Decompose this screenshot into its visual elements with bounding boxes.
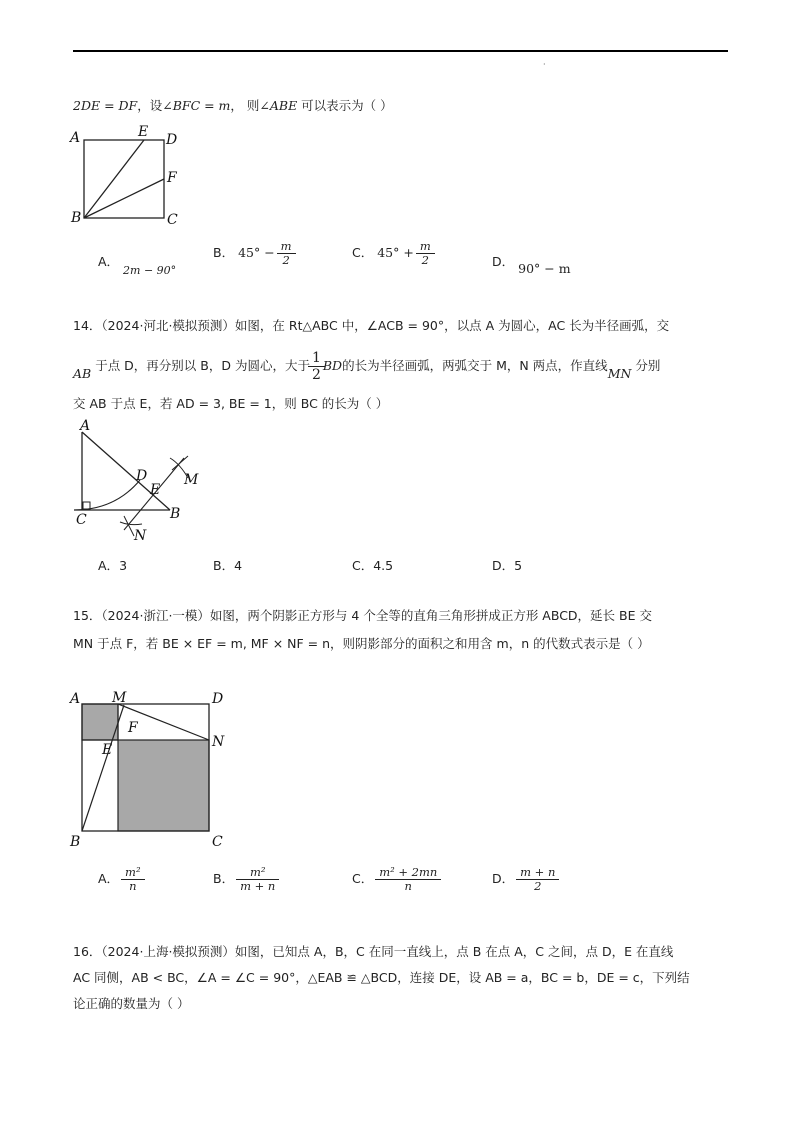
q14-stem-line2: AB 于点 D，再分别以 B，D 为圆心，大于 $\frac{1}{2}$ BD的长为半径画弧，两弧交于 M，N 两点，作直线MN 分别 [73, 350, 661, 384]
q15-label-a: A [70, 691, 81, 707]
q13-label-f: F [167, 170, 177, 186]
q13-option-d-expr: 90° − m [518, 261, 571, 276]
q13-question: 可以表示为（ ） [297, 98, 393, 113]
q13-option-b[interactable]: B． 45° − $\frac{m}{2}$ [213, 240, 294, 267]
q15-label-f: F [128, 720, 138, 736]
q13-label-e: E [138, 124, 149, 140]
header-rule [73, 50, 728, 52]
q13-option-b-frac: $\frac{m}{2}$ [279, 240, 294, 267]
q13-line-be [84, 140, 144, 218]
q14-arc [74, 480, 140, 510]
q14-stem-line1: 14．（2024·河北·模拟预测）如图，在 Rt△ABC 中，∠ACB = 90°，以点 A 为圆心，AC 长为半径画弧，交 [73, 318, 670, 333]
q13-text: ，设 [137, 98, 163, 113]
q13-angle-abe: ∠ABE [259, 98, 298, 113]
q15-figure [66, 688, 236, 852]
q16-stem-line3: 论正确的数量为（ ） [73, 996, 190, 1011]
q15-label-b: B [70, 834, 81, 850]
q13-option-a[interactable]: A． 2m − 90° [98, 254, 177, 277]
q13-option-c[interactable]: C． 45° + $\frac{m}{2}$ [352, 240, 433, 267]
q14-label-a: A [80, 418, 91, 434]
q14-option-a[interactable]: A．3 [98, 558, 128, 573]
q15-stem-line2: MN 于点 F，若 BE × EF = m, MF × NF = n，则阴影部分的面积之和用含 m，n 的代数式表示是（ ） [73, 636, 650, 651]
q14-label-m: M [184, 472, 199, 488]
q13-stem [73, 96, 393, 114]
q13-square [84, 140, 164, 218]
q13-angle-bfc: ∠BFC = m [162, 98, 231, 113]
q14-option-b[interactable]: B．4 [213, 558, 243, 573]
q15-option-d[interactable]: D． $\frac{m + n}{2}$ [492, 866, 557, 893]
q15-label-m: M [112, 690, 127, 706]
q14-label-d: D [136, 468, 148, 484]
q13-label-b: B [71, 210, 82, 226]
q16-stem-line2: AC 同侧，AB < BC，∠A = ∠C = 90°，△EAB ≌ △BCD，连接 DE，设 AB = a，BC = b，DE = c，下列结 [73, 970, 690, 985]
q14-option-c[interactable]: C．4.5 [352, 558, 394, 573]
q15-shade-large [118, 740, 209, 831]
q13-figure [66, 122, 186, 228]
header-dot: · [543, 60, 546, 69]
q13-option-a-expr: 2m − 90° [123, 264, 177, 277]
q14-label-n: N [134, 528, 147, 544]
q14-figure [70, 418, 210, 546]
q15-option-c[interactable]: C． $\frac{\text{m² + 2mn}}{n}$ [352, 866, 439, 893]
q14-label-e: E [150, 482, 161, 498]
q15-stem-line1: 15．（2024·浙江·一模）如图，两个阴影正方形与 4 个全等的直角三角形拼成正方形 ABCD，延长 BE 交 [73, 608, 652, 623]
q15-label-c: C [212, 834, 223, 850]
q13-option-c-frac: $\frac{m}{2}$ [418, 240, 433, 267]
q14-half: $\frac{1}{2}$ [310, 350, 323, 383]
q13-condition: 2DE = DF [73, 98, 138, 113]
q14-label-b: B [170, 506, 181, 522]
q14-option-d[interactable]: D．5 [492, 558, 523, 573]
q16-stem-line1: 16．（2024·上海·模拟预测）如图，已知点 A，B，C 在同一直线上，点 B 在点 A，C 之间，点 D，E 在直线 [73, 944, 674, 959]
q13-label-d: D [166, 132, 178, 148]
q13-label-a: A [70, 130, 81, 146]
q15-label-e: E [102, 742, 113, 758]
q13-text-2: ， 则 [230, 98, 260, 113]
q15-label-d: D [212, 691, 224, 707]
q15-label-n: N [212, 734, 225, 750]
q13-label-c: C [167, 212, 178, 228]
q14-label-c: C [76, 512, 87, 528]
q13-option-d[interactable]: D． 90° − m [492, 254, 571, 276]
q13-line-bf [84, 179, 164, 218]
q15-shade-small [82, 704, 118, 740]
q15-option-a[interactable]: A． $\frac{\text{m²}}{n}$ [98, 866, 143, 893]
q15-option-b[interactable]: B． $\frac{\text{m²}}{m + n}$ [213, 866, 277, 893]
q14-stem-line3: 交 AB 于点 E，若 AD = 3, BE = 1，则 BC 的长为（ ） [73, 396, 389, 411]
